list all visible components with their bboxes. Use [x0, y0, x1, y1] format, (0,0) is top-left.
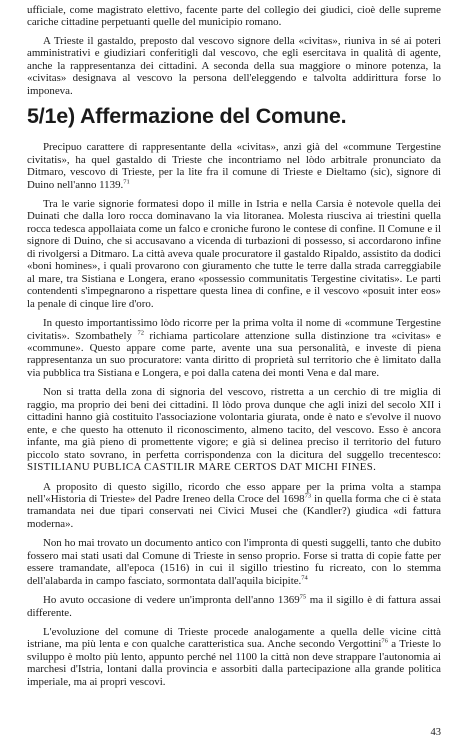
paragraph-sigillo [27, 481, 441, 531]
footnote-ref-71[interactable]: 71 [123, 177, 130, 185]
paragraph-continued [27, 4, 441, 29]
paragraph-text: ufficiale, come magistrato elettivo, facente parte del collegio dei giudici, cioè delle supreme cariche cittadine perpetuanti quelle del municipio romano. [27, 4, 441, 29]
paragraph-text: In questo importantissimo lòdo ricorre per la prima volta il nome di «commune Tergestine civitatis». Szombathely [27, 317, 441, 342]
paragraph-text: Non ho mai trovato un documento antico con l'impronta di questi suggelli, tanto che dubito fossero mai stati usati dal Comune di Trieste in senso proprio. Forse si tratta di copie fatte per essere tramandate, all'epoca (1516) in cui il sigillo triestino fu ricreato, con lo stemma dell'alabarda in campo fasciato, sormontata dall'aquila bicipite. [27, 537, 441, 587]
paragraph-text: A proposito di questo sigillo, ricordo che esso appare per la prima volta a stampa nell'«Historia di Trieste» del Padre Ireneo della Croce del 1698 [27, 480, 441, 505]
paragraph-impronta [27, 594, 441, 619]
paragraph-duinati [27, 198, 441, 310]
paragraph-gastaldo [27, 35, 441, 97]
footnote-ref-75[interactable]: 75 [299, 593, 307, 601]
paragraph-text: A Trieste il gastaldo, preposto dal vescovo signore della «civitas», riuniva in sé ai poteri amministrativi e giudiziari conferitigli dal vescovo, che egli esercitava in qualità di agente, anche la rappresentanza dei cittadini. A seconda della sua maggiore o minore potenza, la «civitas» designava al vescovo la persona dell'eleggendo e talvolta addirittura forse lo imponeva. [27, 34, 441, 97]
footnote-ref-72[interactable]: 72 [137, 328, 144, 336]
paragraph-evoluzione [27, 626, 441, 688]
footnote-ref-76[interactable]: 76 [381, 637, 388, 645]
footnote-ref-74[interactable]: 74 [301, 574, 308, 582]
paragraph-text: Tra le varie signorie formatesi dopo il mille in Istria e nella Carsia è notevole quella dei Duinati che dalla loro rocca dominavano la via litoranea. Molesta riusciva ai triestini quella rocca tedesca appollaiata come un falco e croniche furono le contese di confine. Il Comune e il signore di Duino, che si accusavano a vicenda di turbazioni di possesso, si accordarono infine di rivolgersi a Ditmaro. La città aveva quale procuratore il gastaldo Ripaldo, assistito da dodici «boni homines», i quali provarono con giuramento che tutte le terre dalla strada carreggiabile al mare, tra Sistiana e Longera, erano «possessio communitatis Tergestine civitatis». Le parti contendenti s'impegnarono a rispettare questa linea di confine, e il vescovo «posuit inter eos» la penale di cinque lire d'oro. [27, 197, 441, 310]
paragraph-text: ma il sigillo è di fattura assai differente. [27, 594, 441, 619]
paragraph-documento [27, 537, 441, 587]
paragraph-text: Precipuo carattere di rappresentante della «civitas», anzi già del «commune Tergestine civitatis», ha quel gastaldo di Trieste che incontriamo nel lòdo arbitrale pronunciato da Ditmaro, vescovo di Trieste, per la lite fra il comune di Trieste e Dieltamo (sic), signore di Duino nell'anno 1139. [27, 141, 441, 191]
paragraph-text: richiama particolare attenzione sulla distinzione tra «civitas» e «commune». Questo appare come parte, avente una sua personalità, e investe di piena rappresentanza un suo procuratore: vanta diritto di proprietà sul territorio che è limitato dalla via pubblica tra Sistiana e Longera, e poi dalla catena dei monti Vena e dal mare. [27, 329, 441, 379]
paragraph-text: Ho avuto occasione di vedere un'impronta dell'anno 1369 [43, 594, 300, 607]
paragraph-lodo-1139 [27, 141, 441, 191]
paragraph-text: in quella forma che ci è stata tramandata nei due tipari conservati nei Civici Musei che (Kandler?) giudica «di fattura moderna». [27, 492, 441, 530]
paragraph-text: Non si tratta della zona di signoria del vescovo, ristretta a un cerchio di tre miglia di raggio, ma proprio dei beni dei cittadini. Il lòdo prova dunque che agli inizi del secolo XII i cittadini hanno già costituito l'associazione volontaria giurata, onde è nato e s'evolve il nuovo ente, e che questo ha ottenuto il riconoscimento, almeno tacito, del vescovo. Esso è ancora infante, ma già pieno di promettente vigore; e già si delinea preciso il territorio del futuro piccolo stato sovrano, in perfetta corrispondenza con la dicitura del suggello trecentesco: [27, 386, 441, 461]
paragraph-text: a Trieste lo sviluppo è molto più lento, appunto perché nel 1100 la città non deve strappare l'autonomia ai marchesi d'Istria, lontani dalla provincia e assorbiti dalla partecipazione alla grande politica imperiale, ma ai propri vescovi. [27, 638, 441, 688]
section-heading: 5/1e) Affermazione del Comune. [27, 104, 347, 129]
paragraph-text: L'evoluzione del comune di Trieste procede analogamente a quella delle vicine città istriane, ma più lenta e con qualche caratteristica sua. Anche secondo Vergottini [27, 626, 441, 651]
page-number: 43 [430, 727, 441, 738]
paragraph-commune [27, 317, 441, 379]
seal-motto: SISTILIANU PUBLICA CASTILIR MARE CERTOS DAT MICHI FINES. [27, 461, 377, 474]
page-body [27, 4, 441, 695]
paragraph-signoria [27, 386, 441, 473]
footnote-ref-73[interactable]: 73 [304, 492, 312, 500]
